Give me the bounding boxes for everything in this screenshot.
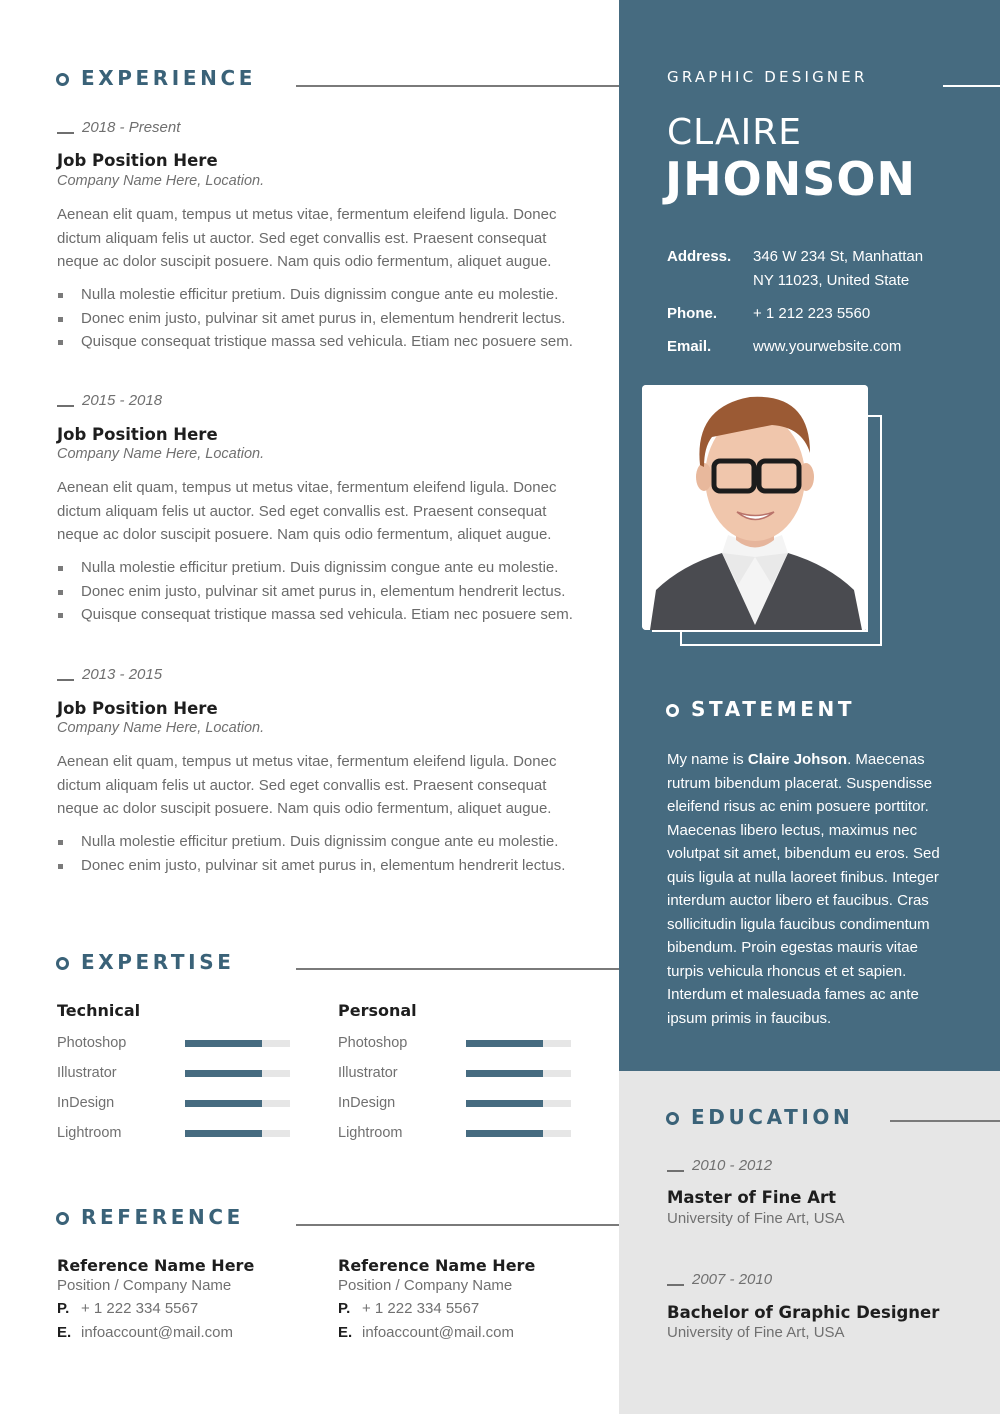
education-degree: Bachelor of Graphic Designer: [667, 1303, 940, 1322]
skill-bar-fill: [466, 1130, 543, 1137]
job-position: Job Position Here: [57, 699, 218, 718]
reference-email: [338, 1324, 514, 1341]
role-divider: [943, 85, 1000, 87]
job-company: Company Name Here, Location.: [57, 720, 265, 736]
skill-name: Illustrator: [57, 1065, 117, 1081]
job-bullet: Quisque consequat tristique massa sed vehicula. Etiam nec posuere sem.: [57, 603, 573, 627]
skill-bar: [466, 1130, 571, 1137]
dash-icon: [667, 1170, 684, 1172]
job-bullet: Quisque consequat tristique massa sed vehicula. Etiam nec posuere sem.: [57, 330, 573, 354]
section-title: EXPERTISE: [81, 950, 235, 974]
skill-row: [338, 1095, 571, 1111]
job-description: Aenean elit quam, tempus ut metus vitae, fermentum eleifend ligula. Donec dictum aliquam felis ut auctor. Sed eget convallis est. Praesent consequat neque ac dolor suscipit posuere. Nam quis odio fermentum, aliquet augue.: [57, 753, 557, 817]
skill-row: [57, 1035, 290, 1051]
person-portrait-icon: [642, 385, 868, 630]
skill-bar-fill: [185, 1070, 262, 1077]
contact-email: [667, 335, 901, 359]
section-divider: [296, 968, 619, 970]
profile-photo: [642, 385, 868, 630]
job-bullet: Nulla molestie efficitur pretium. Duis dignissim congue ante eu molestie.: [57, 556, 573, 580]
statement-intro: My name is: [667, 751, 748, 768]
skill-name: Lightroom: [57, 1125, 122, 1141]
skill-bar-fill: [466, 1070, 543, 1077]
circle-bullet-icon: [56, 73, 69, 86]
skill-name: Lightroom: [338, 1125, 403, 1141]
reference-position: Position / Company Name: [57, 1277, 232, 1294]
skill-bar-fill: [185, 1100, 262, 1107]
skill-bar: [185, 1070, 290, 1077]
education-date-text: 2010 - 2012: [692, 1157, 773, 1174]
job-bullet: Donec enim justo, pulvinar sit amet purus in, elementum hendrerit lectus.: [57, 854, 565, 878]
dash-icon: [667, 1284, 684, 1286]
contact-label: Phone.: [667, 305, 718, 322]
reference-header: [56, 1205, 244, 1229]
job-description: Aenean elit quam, tempus ut metus vitae, fermentum eleifend ligula. Donec dictum aliquam felis ut auctor. Sed eget convallis est. Praesent consequat neque ac dolor suscipit posuere. Nam quis odio fermentum, aliquet augue.: [57, 206, 557, 270]
education-school: University of Fine Art, USA: [667, 1324, 845, 1341]
dash-icon: [57, 132, 74, 134]
website-link[interactable]: www.yourwebsite.com: [753, 338, 902, 355]
statement-header: [666, 697, 855, 721]
skill-row: [57, 1095, 290, 1111]
statement-body: . Maecenas rutrum bibendum placerat. Suspendisse eleifend risus ac enim posuere porttitor. Maecenas libero lectus, maximus nec volutpat sit amet, bibendum eu eros. Sed quis ligula at nulla laoreet finibus. Integer interdum auctor libero et faucibus. Cras sollicitudin ligula faucibus condimentum bibendum. Proin egestas mauris vitae turpis vehicula rhoncus et et sapien. Interdum et malesuada fames ac ante ipsum primis in faucibus.: [667, 751, 940, 1027]
email-link[interactable]: infoaccount@mail.com: [81, 1324, 233, 1341]
circle-bullet-icon: [666, 704, 679, 717]
section-divider: [296, 1224, 619, 1226]
skill-name: InDesign: [338, 1095, 396, 1111]
section-title: EXPERIENCE: [81, 66, 256, 90]
contact-phone: [667, 302, 870, 326]
job-description: Aenean elit quam, tempus ut metus vitae, fermentum eleifend ligula. Donec dictum aliquam felis ut auctor. Sed eget convallis est. Praesent consequat neque ac dolor suscipit posuere. Nam quis odio fermentum, aliquet augue.: [57, 479, 557, 543]
skill-bar-fill: [466, 1040, 543, 1047]
job-bullet: Donec enim justo, pulvinar sit amet purus in, elementum hendrerit lectus.: [57, 307, 573, 331]
skill-bar-fill: [185, 1040, 262, 1047]
section-divider: [296, 85, 619, 87]
education-school: University of Fine Art, USA: [667, 1210, 845, 1227]
expertise-technical-heading: Technical: [57, 1001, 141, 1020]
reference-name: Reference Name Here: [57, 1256, 255, 1275]
contact-value: [753, 245, 923, 292]
section-title: STATEMENT: [691, 697, 856, 721]
education-degree: Master of Fine Art: [667, 1188, 836, 1207]
circle-bullet-icon: [56, 957, 69, 970]
job-position: Job Position Here: [57, 425, 218, 444]
job-date: [57, 119, 180, 136]
skill-bar-fill: [185, 1130, 262, 1137]
dash-icon: [57, 405, 74, 407]
section-title: EDUCATION: [691, 1105, 854, 1129]
skill-name: Photoshop: [57, 1035, 127, 1051]
email-link[interactable]: infoaccount@mail.com: [362, 1324, 514, 1341]
skill-bar: [185, 1100, 290, 1107]
job-date-text: 2013 - 2015: [82, 666, 163, 683]
contact-label: Email.: [667, 338, 712, 355]
job-bullet: Nulla molestie efficitur pretium. Duis dignissim congue ante eu molestie.: [57, 283, 573, 307]
reference-position: Position / Company Name: [338, 1277, 513, 1294]
phone-label: P.: [57, 1300, 70, 1317]
education-header: [666, 1105, 853, 1129]
job-role: GRAPHIC DESIGNER: [667, 68, 868, 86]
last-name: JHONSON: [665, 152, 916, 206]
skill-name: InDesign: [57, 1095, 115, 1111]
address-line-2: NY 11023, United State: [753, 271, 910, 289]
expertise-header: [56, 950, 234, 974]
education-date-text: 2007 - 2010: [692, 1271, 773, 1288]
reference-email: [57, 1324, 233, 1341]
skill-row: [57, 1065, 290, 1081]
experience-header: [56, 66, 256, 90]
phone-value: + 1 222 334 5567: [362, 1300, 480, 1317]
skill-row: [338, 1065, 571, 1081]
job-date-text: 2015 - 2018: [82, 392, 163, 409]
dash-icon: [57, 679, 74, 681]
statement-name: Claire Johson: [747, 751, 848, 768]
phone-label: P.: [338, 1300, 351, 1317]
job-bullets: [57, 283, 573, 354]
section-title: REFERENCE: [81, 1205, 244, 1229]
job-date: [57, 392, 162, 409]
skill-bar: [185, 1040, 290, 1047]
job-company: Company Name Here, Location.: [57, 173, 265, 189]
skill-name: Photoshop: [338, 1035, 408, 1051]
contact-address: [667, 245, 923, 292]
circle-bullet-icon: [56, 1212, 69, 1225]
section-divider: [890, 1120, 1000, 1122]
job-bullet: Donec enim justo, pulvinar sit amet purus in, elementum hendrerit lectus.: [57, 580, 573, 604]
skill-bar: [185, 1130, 290, 1137]
email-label: E.: [57, 1324, 72, 1341]
job-company: Company Name Here, Location.: [57, 446, 265, 462]
education-date: [667, 1157, 772, 1174]
reference-name: Reference Name Here: [338, 1256, 536, 1275]
first-name: CLAIRE: [667, 112, 803, 153]
address-line-1: 346 W 234 St, Manhattan: [753, 248, 924, 265]
job-date: [57, 666, 162, 683]
skill-row: [338, 1035, 571, 1051]
job-bullets: [57, 830, 565, 877]
skill-bar-fill: [466, 1100, 543, 1107]
job-bullet: Nulla molestie efficitur pretium. Duis dignissim congue ante eu molestie.: [57, 830, 565, 854]
skill-row: [57, 1125, 290, 1141]
job-position: Job Position Here: [57, 151, 218, 170]
skill-bar: [466, 1040, 571, 1047]
skill-bar: [466, 1070, 571, 1077]
phone-value: + 1 222 334 5567: [81, 1300, 199, 1317]
reference-phone: [57, 1300, 198, 1317]
skill-row: [338, 1125, 571, 1141]
expertise-personal-heading: Personal: [338, 1001, 417, 1020]
circle-bullet-icon: [666, 1112, 679, 1125]
contact-label: Address.: [667, 248, 732, 265]
contact-value: + 1 212 223 5560: [753, 305, 871, 322]
skill-name: Illustrator: [338, 1065, 398, 1081]
job-date-text: 2018 - Present: [82, 119, 181, 136]
statement-text: [667, 748, 947, 1030]
education-date: [667, 1271, 772, 1288]
job-bullets: [57, 556, 573, 627]
reference-phone: [338, 1300, 479, 1317]
skill-bar: [466, 1100, 571, 1107]
email-label: E.: [338, 1324, 353, 1341]
